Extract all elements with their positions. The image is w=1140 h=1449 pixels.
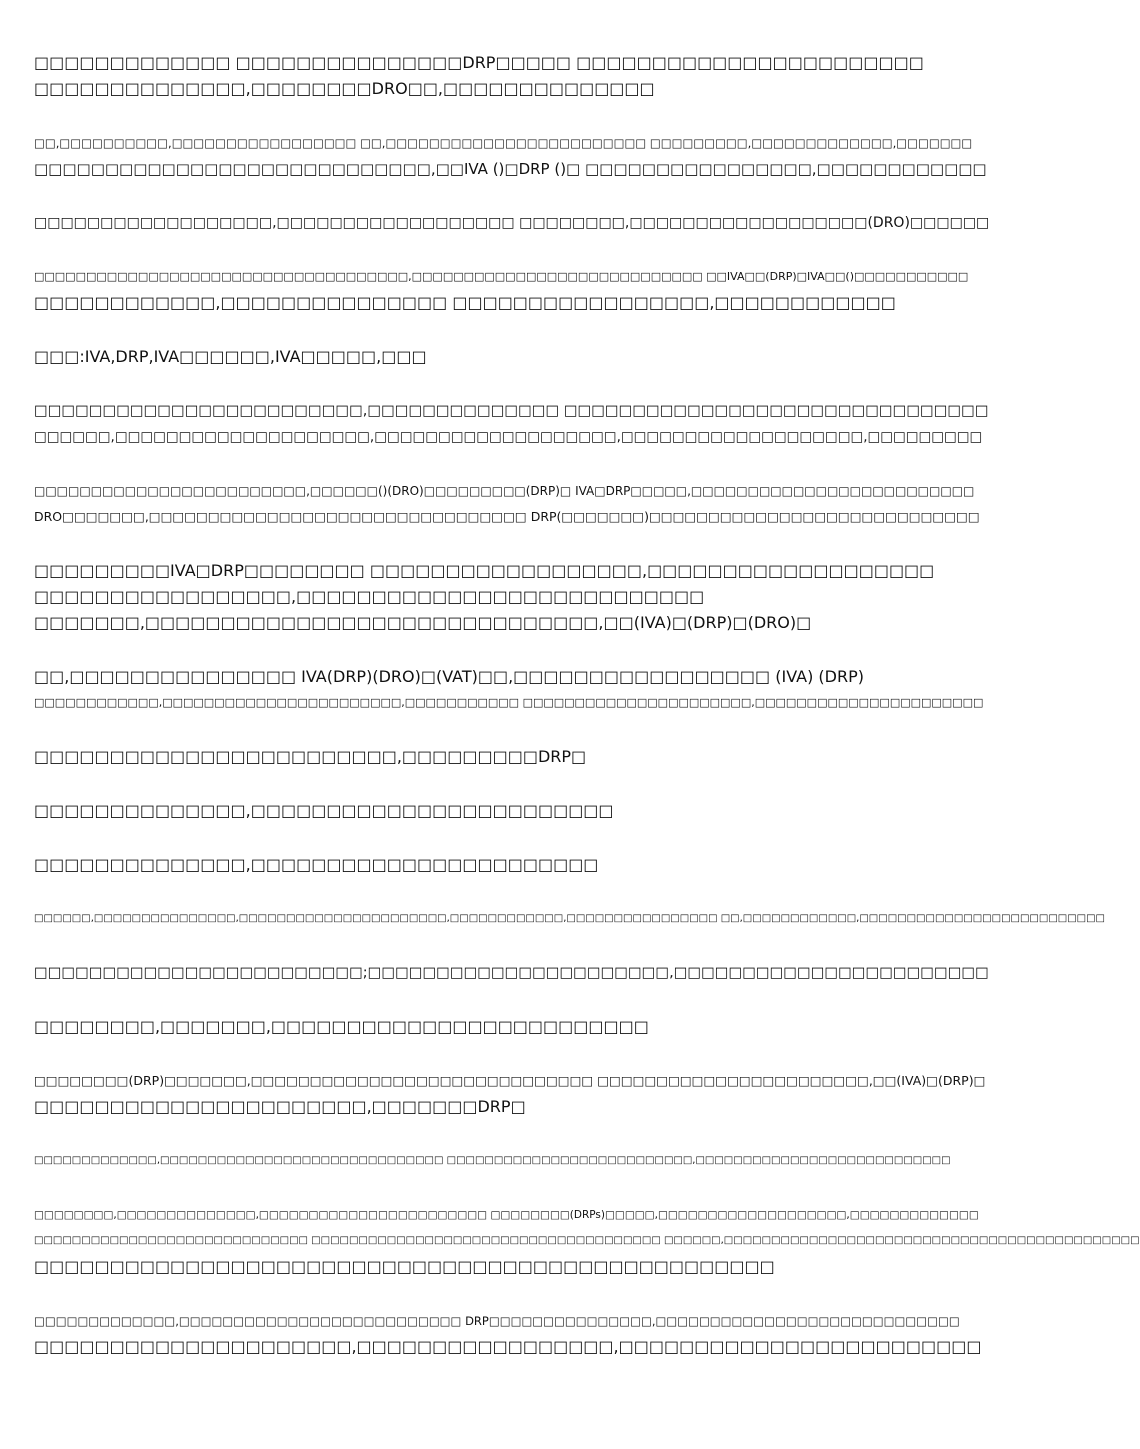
text-line: □□□□□□□□(DRP)□□□□□□□,□□□□□□□□□□□□□□□□□□□□□□□□□□□□□ □□□□□□□□□□□□□□□□□□□□□□□,□□(IVA)□(DRP)□ [34,1073,986,1088]
text-line: □□□□□□□□□□□□□□□□□□□□□□□□□□□□,□□IVA ()□DRP ()□ □□□□□□□□□□□□□□□□,□□□□□□□□□□□□ [34,160,987,178]
paragraph [34,264,990,316]
text-line: □□□□□□□□□□□□□□□□□□,□□□□□□□□□□□□□□□□□□ □□□□□□□□,□□□□□□□□□□□□□□□□□□(DRO)□□□□□□ [34,215,990,231]
text-line: □□□□□□□□,□□□□□□□,□□□□□□□□□□□□□□□□□□□□□□□□□ [34,1017,649,1036]
paragraph [34,1014,990,1040]
paragraph [34,1148,990,1174]
text-line: □□□□□□□□□□□□□□,□□□□□□□□DRO□□,□□□□□□□□□□□□□□ [34,79,655,98]
document-body [34,50,1140,1360]
text-line: □□□□□□□□□□□□□□□□□□□□□□□□;□□□□□□□□□□□□□□□□□□□□□□,□□□□□□□□□□□□□□□□□□□□□□□ [34,965,989,981]
text-line: □□,□□□□□□□□□□,□□□□□□□□□□□□□□□□□ □□,□□□□□□□□□□□□□□□□□□□□□□□□ □□□□□□□□□,□□□□□□□□□□□□□,□□□□□□□ [34,136,973,150]
text-line: □□□□□□□□□IVA□DRP□□□□□□□□ □□□□□□□□□□□□□□□□□□,□□□□□□□□□□□□□□□□□□□ [34,561,935,580]
paragraph [34,744,990,770]
paragraph [34,1308,990,1360]
text-line: □□□□□□□□□□□□□ □□□□□□□□□□□□□□□DRP□□□□□ □□□□□□□□□□□□□□□□□□□□□□□ [34,53,924,72]
text-line: □□□□□□□□□□□□□□□□□□□□□□□□□□□□□ □□□□□□□□□□□□□□□□□□□□□□□□□□□□□□□□□□□□□ □□□□□□,□□□□□□□□□□□□□□□□□□□□□□□□□□□□□□□□□□□□□□□□□□□□ [34,1235,1140,1246]
text-line: □□□□□□□□□□□□□,□□□□□□□□□□□□□□□□□□□□□□□□□□□□□□ □□□□□□□□□□□□□□□□□□□□□□□□□□,□□□□□□□□□□□□□□□□□□□□□□□□□□□ [34,1155,951,1166]
text-line: □□□□□□□□□□□□□□□□□□□□□□□□□□□□□□□□□□□□□□□□□□□□□□□□□ [34,1257,775,1276]
text-line: □□□□□□□□□□□□□□□□□□□□□,□□□□□□□□□□□□□□□□□,□□□□□□□□□□□□□□□□□□□□□□□□ [34,1337,982,1356]
text-line: □□□□□□□□□□□□□□□□□□□□□□□□,□□□□□□□□□□□□□□ □□□□□□□□□□□□□□□□□□□□□□□□□□□□□□□ [34,403,989,419]
paragraph [34,1202,1140,1280]
paragraph [34,50,990,102]
text-line: □□□□□□□□□□□□□,□□□□□□□□□□□□□□□□□□□□□□□□□□ DRP□□□□□□□□□□□□□□□,□□□□□□□□□□□□□□□□□□□□□□□□□□□□ [34,1314,960,1328]
paragraph [34,210,990,236]
text-line: □□□□□□□□□□□□□□,□□□□□□□□□□□□□□□□□□□□□□□ [34,855,599,874]
text-line: □□□□□□□□□□□□,□□□□□□□□□□□□□□□□□□□□□□□,□□□□□□□□□□□ □□□□□□□□□□□□□□□□□□□□□□,□□□□□□□□□□□□□□□□□□□□□□ [34,696,984,709]
text-line: □□□□□□□□□□□□□□□□□,□□□□□□□□□□□□□□□□□□□□□□□□□□□ [34,587,705,606]
paragraph [34,130,990,182]
paragraph [34,558,990,636]
text-line: DRO□□□□□□□,□□□□□□□□□□□□□□□□□□□□□□□□□□□□□□□□ DRP(□□□□□□□)□□□□□□□□□□□□□□□□□□□□□□□□□□□□ [34,509,980,524]
paragraph [34,852,990,878]
text-line: □□□:IVA,DRP,IVA□□□□□□,IVA□□□□□,□□□ [34,347,427,366]
text-line: □□□□□□□□□□□□□□□□□□□□□□□□,□□□□□□()(DRO)□□□□□□□□□(DRP)□ IVA□DRP□□□□□,□□□□□□□□□□□□□□□□□□□□□□□□□ [34,484,975,498]
paragraph [34,664,990,716]
paragraph [34,798,990,824]
paragraph [34,398,990,450]
paragraph [34,960,990,986]
text-line: □□□□□□□□□□□□□□□□□□□□□□□□□□□□□□□□□□□□,□□□□□□□□□□□□□□□□□□□□□□□□□□□□ □□IVA□□(DRP)□IVA□□()□□□□□□□□□□□ [34,270,969,283]
text-line: □□□□□□,□□□□□□□□□□□□□□□,□□□□□□□□□□□□□□□□□□□□□□,□□□□□□□□□□□□,□□□□□□□□□□□□□□□□ □□,□□□□□□□□□□□□,□□□□□□□□□□□□□□□□□□□□□□□□□□ [34,913,1106,924]
text-line: □□□□□□,□□□□□□□□□□□□□□□□□□□□,□□□□□□□□□□□□□□□□□□□,□□□□□□□□□□□□□□□□□□□,□□□□□□□□□ [34,429,983,445]
paragraph [34,1068,990,1120]
paragraph [34,478,990,530]
text-line: □□□□□□□□,□□□□□□□□□□□□□□,□□□□□□□□□□□□□□□□□□□□□□□ □□□□□□□□(DRPs)□□□□□,□□□□□□□□□□□□□□□□□□□,□□□□□□□□□□□□□ [34,1209,979,1221]
text-line: □□□□□□□,□□□□□□□□□□□□□□□□□□□□□□□□□□□□□□,□□(IVA)□(DRP)□(DRO)□ [34,613,812,632]
text-line: □□□□□□□□□□□□□□,□□□□□□□□□□□□□□□□□□□□□□□□ [34,801,614,820]
paragraph [34,906,1106,932]
text-line: □□□□□□□□□□□□□□□□□□□□□□□□,□□□□□□□□□DRP□ [34,747,587,766]
text-line: □□□□□□□□□□□□□□□□□□□□□□,□□□□□□□DRP□ [34,1097,526,1116]
text-line: □□,□□□□□□□□□□□□□□□ IVA(DRP)(DRO)□(VAT)□□,□□□□□□□□□□□□□□□□□ (IVA) (DRP) [34,667,864,686]
text-line: □□□□□□□□□□□□,□□□□□□□□□□□□□□□ □□□□□□□□□□□□□□□□□,□□□□□□□□□□□□ [34,293,896,312]
paragraph [34,344,990,370]
